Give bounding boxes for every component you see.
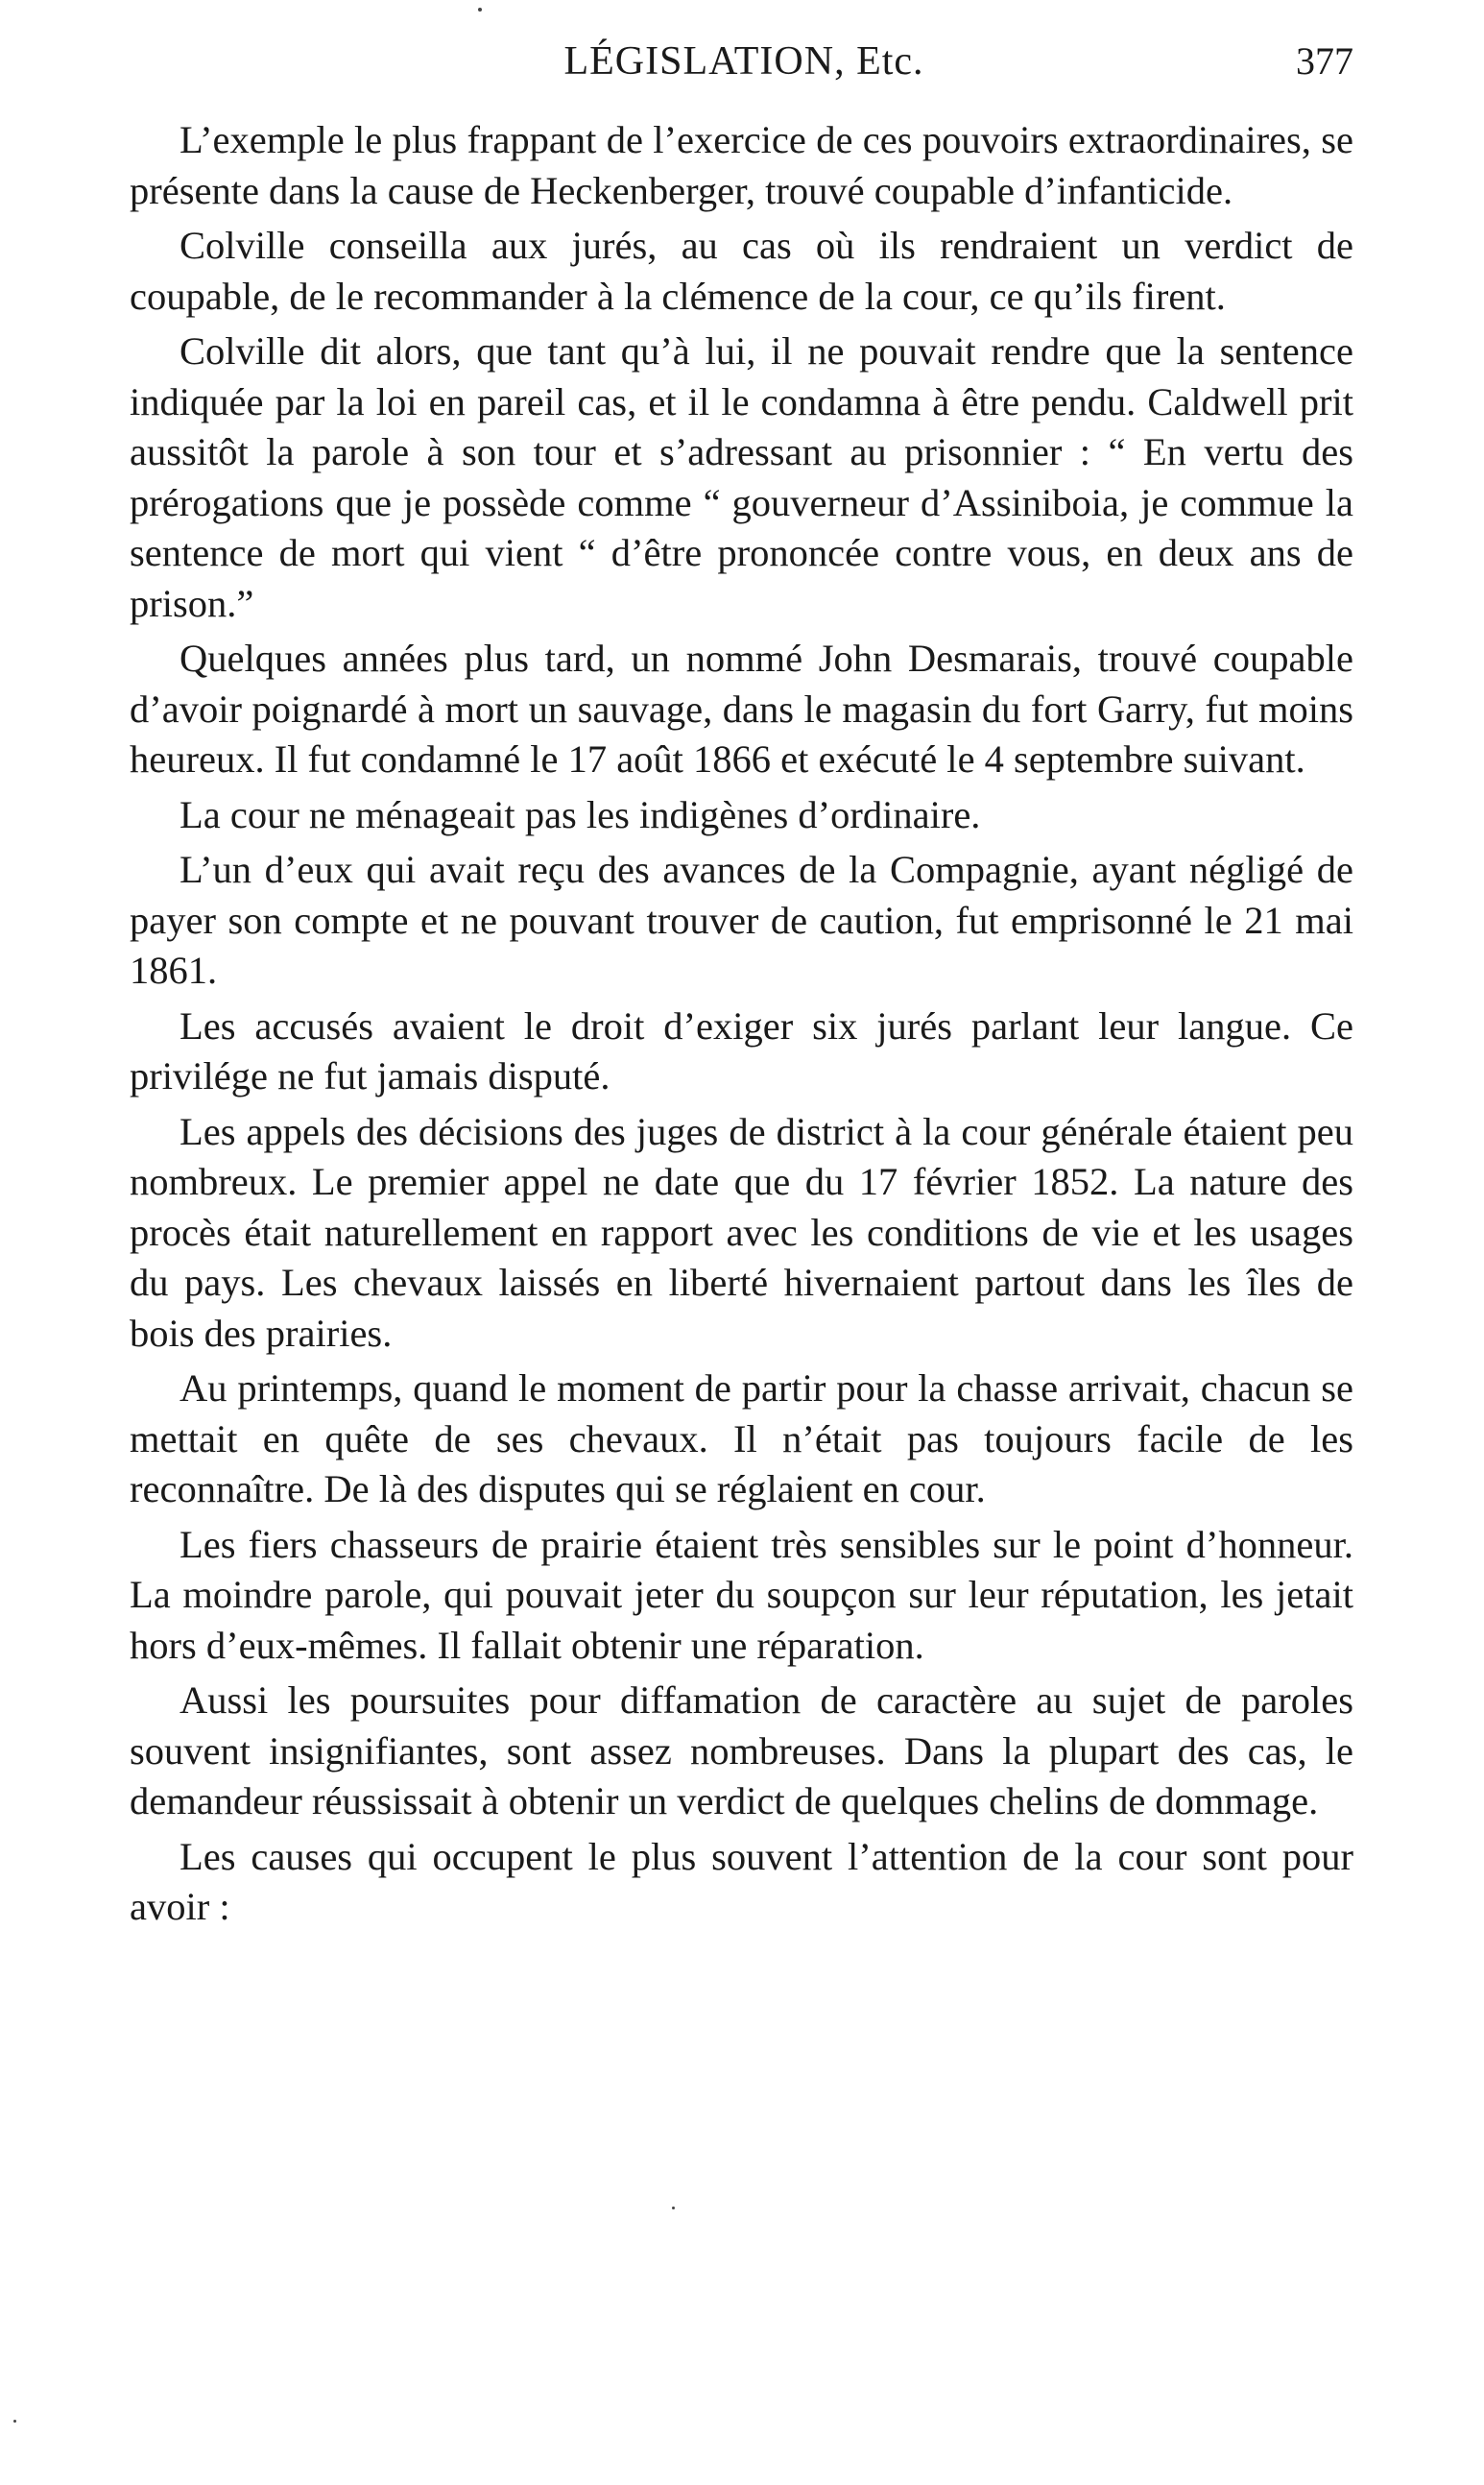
paragraph-12: Les causes qui occupent le plus souvent l’attention de la cour sont pour avoir : — [130, 1834, 1353, 1928]
paragraph-2: Colville conseilla aux jurés, au cas où ils rendraient un verdict de coupable, de le recommander à la clémence de la cour, ce qu’ils firent. — [130, 224, 1353, 318]
page-title: LÉGISLATION, Etc. — [563, 39, 924, 84]
paragraph-1: L’exemple le plus frappant de l’exercice de ces pouvoirs extraordinaires, se présente dans la cause de Heckenberger, trouvé coupable d’infanticide. — [130, 118, 1353, 212]
paragraph-8: Les appels des décisions des juges de district à la cour générale étaient peu nombreux. Le premier appel ne date que du 17 février 1852. La nature des procès était naturellement en rapport avec les conditions de vie et les usages du pays. Les chevaux laissés en liberté hivernaient partout dans les îles de bois des prairies. — [130, 1109, 1353, 1355]
scan-speck — [13, 2420, 16, 2423]
page-number: 377 — [1296, 39, 1353, 83]
paragraph-9: Au printemps, quand le moment de partir pour la chasse arrivait, chacun se mettait en quête de ses chevaux. Il n’était pas toujours facile de les reconnaître. De là des disputes qui se réglaient en cour. — [130, 1366, 1353, 1510]
paragraph-4: Quelques années plus tard, un nommé John Desmarais, trouvé coupable d’avoir poignardé à mort un sauvage, dans le magasin du fort Garry, fut moins heureux. Il fut condamné le 17 août 1866 et exécuté le 4 septembre suivant. — [130, 637, 1353, 781]
scan-speck — [478, 8, 482, 12]
paragraph-3: Colville dit alors, que tant qu’à lui, il ne pouvait rendre que la sentence indiquée par la loi en pareil cas, et il le condamna à être pendu. Caldwell prit aussitôt la parole à son tour et s’adressant au prisonnier : “ En vertu des prérogations que je possède comme “ gouverneur d’Assiniboia, je commue la sentence de mort qui vient “ d’être prononcée contre vous, en deux ans de prison.” — [130, 329, 1353, 625]
paragraph-7: Les accusés avaient le droit d’exiger six jurés parlant leur langue. Ce privilége ne fut jamais disputé. — [130, 1003, 1353, 1098]
paragraph-10: Les fiers chasseurs de prairie étaient très sensibles sur le point d’honneur. La moindre parole, qui pouvait jeter du soupçon sur leur réputation, les jetait hors d’eux-mêmes. Il fallait obtenir une réparation. — [130, 1522, 1353, 1667]
paragraph-5: La cour ne ménageait pas les indigènes d’ordinaire. — [180, 792, 981, 836]
body-text — [130, 115, 1353, 1938]
scan-speck — [672, 2207, 675, 2209]
paragraph-6: L’un d’eux qui avait reçu des avances de la Compagnie, ayant négligé de payer son compte et ne pouvant trouver de caution, fut emprisonné le 21 mai 1861. — [130, 848, 1353, 992]
paragraph-11: Aussi les poursuites pour diffamation de caractère au sujet de paroles souvent insignifiantes, sont assez nombreuses. Dans la plupart des cas, le demandeur réussissait à obtenir un verdict de quelques chelins de dommage. — [130, 1678, 1353, 1822]
running-head — [134, 33, 1353, 90]
